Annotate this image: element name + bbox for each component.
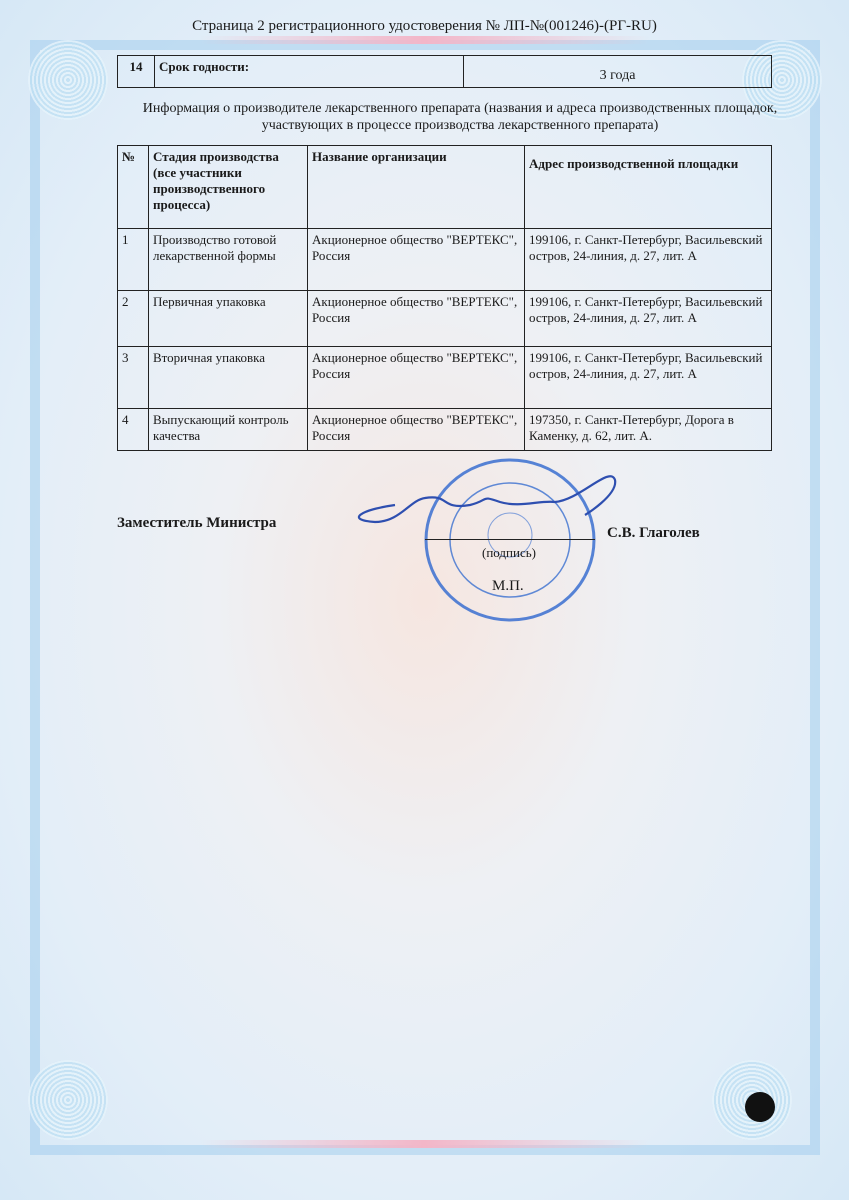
manufacturer-table: [117, 145, 772, 451]
stage-cell: Выпускающий контроль качества: [149, 409, 308, 451]
table-row: [118, 347, 772, 409]
column-header: Стадия производства (все участники производственного процесса): [149, 146, 308, 229]
row-number: 1: [118, 229, 149, 291]
signatory-position: Заместитель Министра: [117, 515, 277, 531]
table-row: [118, 291, 772, 347]
address-cell: 197350, г. Санкт-Петербург, Дорога в Каменку, д. 62, лит. А.: [525, 409, 772, 451]
table-header-row: [118, 146, 772, 229]
row-number: 14: [118, 56, 155, 88]
stage-cell: Производство готовой лекарственной формы: [149, 229, 308, 291]
manufacturer-info-heading: Информация о производителе лекарственного препарата (названия и адреса производственных площадок, участвующих в процессе производства лекарственного препарата): [142, 101, 778, 133]
row-number: 3: [118, 347, 149, 409]
stage-cell: Первичная упаковка: [149, 291, 308, 347]
page-title: Страница 2 регистрационного удостоверения № ЛП-№(001246)-(РГ-RU): [192, 18, 657, 34]
stage-cell: Вторичная упаковка: [149, 347, 308, 409]
shelf-life-label: Срок годности:: [155, 56, 464, 88]
signatory-name: С.В. Глаголев: [607, 525, 700, 541]
rosette-ornament: [28, 40, 108, 120]
signature-line: [425, 539, 595, 540]
address-cell: 199106, г. Санкт-Петербург, Васильевский остров, 24-линия, д. 27, лит. А: [525, 229, 772, 291]
stamp-place-label: М.П.: [492, 578, 524, 594]
organization-cell: Акционерное общество "ВЕРТЕКС", Россия: [308, 347, 525, 409]
address-cell: 199106, г. Санкт-Петербург, Васильевский остров, 24-линия, д. 27, лит. А: [525, 347, 772, 409]
row-number: 4: [118, 409, 149, 451]
handwritten-signature: [340, 460, 640, 540]
shelf-life-table: [117, 55, 772, 88]
organization-cell: Акционерное общество "ВЕРТЕКС", Россия: [308, 409, 525, 451]
punch-hole: [745, 1092, 775, 1122]
decorative-band: [200, 1140, 649, 1148]
address-cell: 199106, г. Санкт-Петербург, Васильевский остров, 24-линия, д. 27, лит. А: [525, 291, 772, 347]
organization-cell: Акционерное общество "ВЕРТЕКС", Россия: [308, 291, 525, 347]
rosette-ornament: [28, 1060, 108, 1140]
table-row: [118, 409, 772, 451]
row-number: 2: [118, 291, 149, 347]
column-header: Название организации: [308, 146, 525, 229]
decorative-band: [200, 36, 649, 44]
organization-cell: Акционерное общество "ВЕРТЕКС", Россия: [308, 229, 525, 291]
column-header: №: [118, 146, 149, 229]
signature-caption: (подпись): [482, 545, 536, 560]
shelf-life-value: 3 года: [464, 56, 772, 88]
column-header: Адрес производственной площадки: [525, 146, 772, 229]
table-row: [118, 229, 772, 291]
